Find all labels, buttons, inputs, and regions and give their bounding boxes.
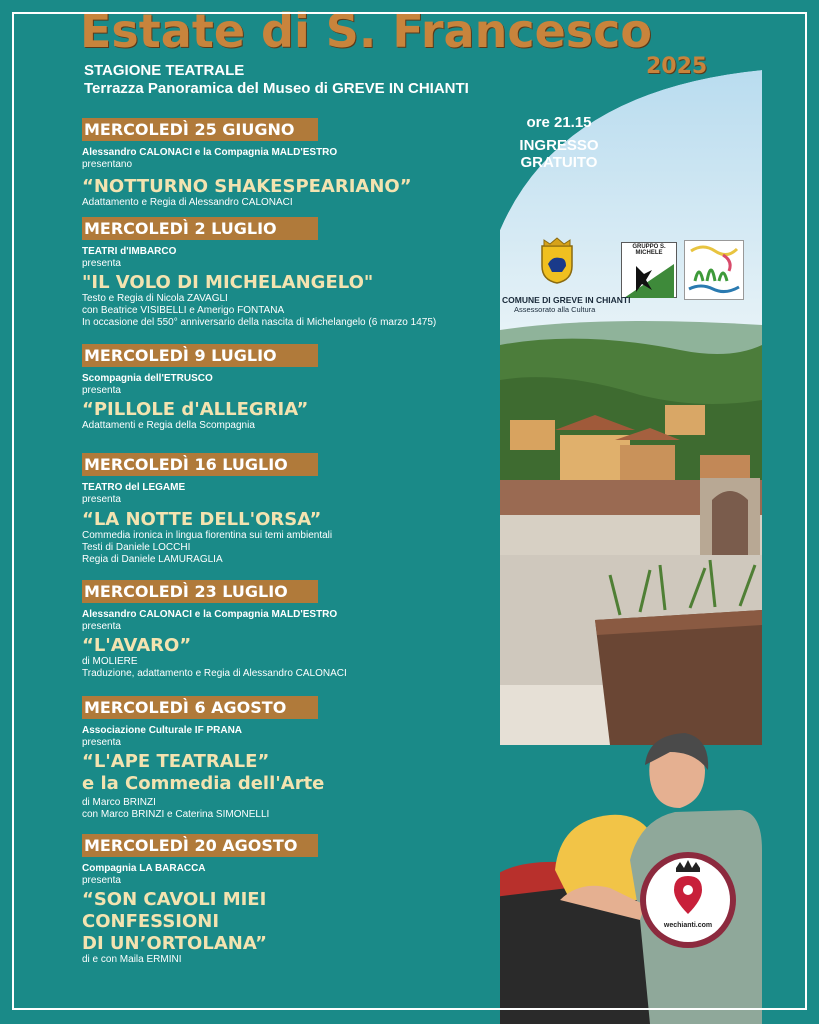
event-date: MERCOLEDÌ 23 LUGLIO [82, 580, 318, 603]
event-4 [82, 453, 502, 566]
event-date: MERCOLEDÌ 2 LUGLIO [82, 217, 318, 240]
event-date: MERCOLEDÌ 20 AGOSTO [82, 834, 318, 857]
event-1 [82, 118, 502, 209]
comune-crest-icon [538, 236, 576, 284]
event-company: TEATRI d'IMBARCO [82, 246, 177, 257]
right-border-strip [762, 0, 819, 1024]
entry-line-1: INGRESSO [519, 137, 599, 154]
event-presents: presenta [82, 385, 121, 396]
event-credit: In occasione del 550° anniversario della nascita di Michelangelo (6 marzo 1475) [82, 317, 437, 328]
event-credit: di e con Maila ERMINI [82, 954, 182, 965]
event-company: Associazione Culturale IF PRANA [82, 725, 243, 736]
event-presents: presenta [82, 621, 121, 632]
event-6 [82, 696, 502, 821]
location-pin-icon [646, 858, 730, 922]
comune-name: COMUNE DI GREVE IN CHIANTI [502, 295, 631, 305]
event-credit: Regia di Daniele LAMURAGLIA [82, 554, 223, 565]
event-5 [82, 580, 502, 680]
wechianti-badge[interactable] [640, 852, 736, 948]
show-time-block [500, 114, 618, 171]
event-show-title: “PILLOLE d'ALLEGRIA” [82, 399, 309, 420]
event-date: MERCOLEDÌ 6 AGOSTO [82, 696, 318, 719]
event-credit: con Marco BRINZI e Caterina SIMONELLI [82, 809, 270, 820]
event-date: MERCOLEDÌ 25 GIUGNO [82, 118, 318, 141]
associazione-logo [684, 240, 744, 300]
event-company: Alessandro CALONACI e la Compagnia MALD'ESTRO [82, 147, 338, 158]
event-3 [82, 344, 502, 432]
event-7 [82, 834, 502, 966]
event-credit: con Beatrice VISIBELLI e Amerigo FONTANA [82, 305, 285, 316]
event-presents: presenta [82, 258, 121, 269]
event-presents: presenta [82, 875, 121, 886]
event-date: MERCOLEDÌ 16 LUGLIO [82, 453, 318, 476]
eagle-icon [622, 256, 676, 300]
event-credit: Commedia ironica in lingua fiorentina sui temi ambientali [82, 530, 333, 541]
event-company: TEATRO del LEGAME [82, 482, 186, 493]
event-show-title: “L'APE TEATRALE” [82, 751, 270, 772]
event-show-title: “L'AVARO” [82, 635, 192, 656]
show-time: ore 21.15 [526, 114, 592, 131]
event-credit: Adattamenti e Regia della Scompagnia [82, 420, 255, 431]
festival-year: 2025 [646, 54, 708, 79]
event-credit: di Marco BRINZI [82, 797, 156, 808]
event-credit: Adattamento e Regia di Alessandro CALONACI [82, 197, 293, 208]
season-label: STAGIONE TEATRALE [84, 62, 245, 79]
event-credit: di MOLIERE [82, 656, 138, 667]
event-presents: presenta [82, 494, 121, 505]
venue-label: Terrazza Panoramica del Museo di GREVE IN CHIANTI [84, 80, 469, 97]
event-2 [82, 217, 502, 329]
event-date: MERCOLEDÌ 9 LUGLIO [82, 344, 318, 367]
event-company: Alessandro CALONACI e la Compagnia MALD'ESTRO [82, 609, 338, 620]
festival-title: Estate di S. Francesco [80, 4, 653, 58]
leaf-wave-icon [685, 241, 743, 299]
event-presents: presenta [82, 737, 121, 748]
event-credit: Testi di Daniele LOCCHI [82, 542, 191, 553]
event-company: Compagnia LA BARACCA [82, 863, 206, 874]
event-show-title: "IL VOLO DI MICHELANGELO" [82, 272, 374, 293]
event-show-title: “LA NOTTE DELL'ORSA” [82, 509, 322, 530]
event-credit: Traduzione, adattamento e Regia di Alessandro CALONACI [82, 668, 347, 679]
gruppo-san-michele-logo [621, 242, 677, 298]
event-show-title-line2: CONFESSIONI [82, 911, 220, 932]
event-show-title: “NOTTURNO SHAKESPEARIANO” [82, 176, 412, 197]
entry-line-2: GRATUITO [520, 154, 598, 171]
event-credit: Testo e Regia di Nicola ZAVAGLI [82, 293, 228, 304]
comune-department: Assessorato alla Cultura [514, 305, 596, 314]
event-show-title-line3: DI UN’ORTOLANA” [82, 933, 267, 954]
event-presents: presentano [82, 159, 133, 170]
event-company: Scompagnia dell'ETRUSCO [82, 373, 213, 384]
event-show-subtitle: e la Commedia dell'Arte [82, 773, 325, 794]
badge-label: wechianti.com [663, 922, 713, 929]
event-show-title: “SON CAVOLI MIEI [82, 889, 267, 910]
gruppo-label: GRUPPO S. MICHELE [632, 244, 666, 256]
